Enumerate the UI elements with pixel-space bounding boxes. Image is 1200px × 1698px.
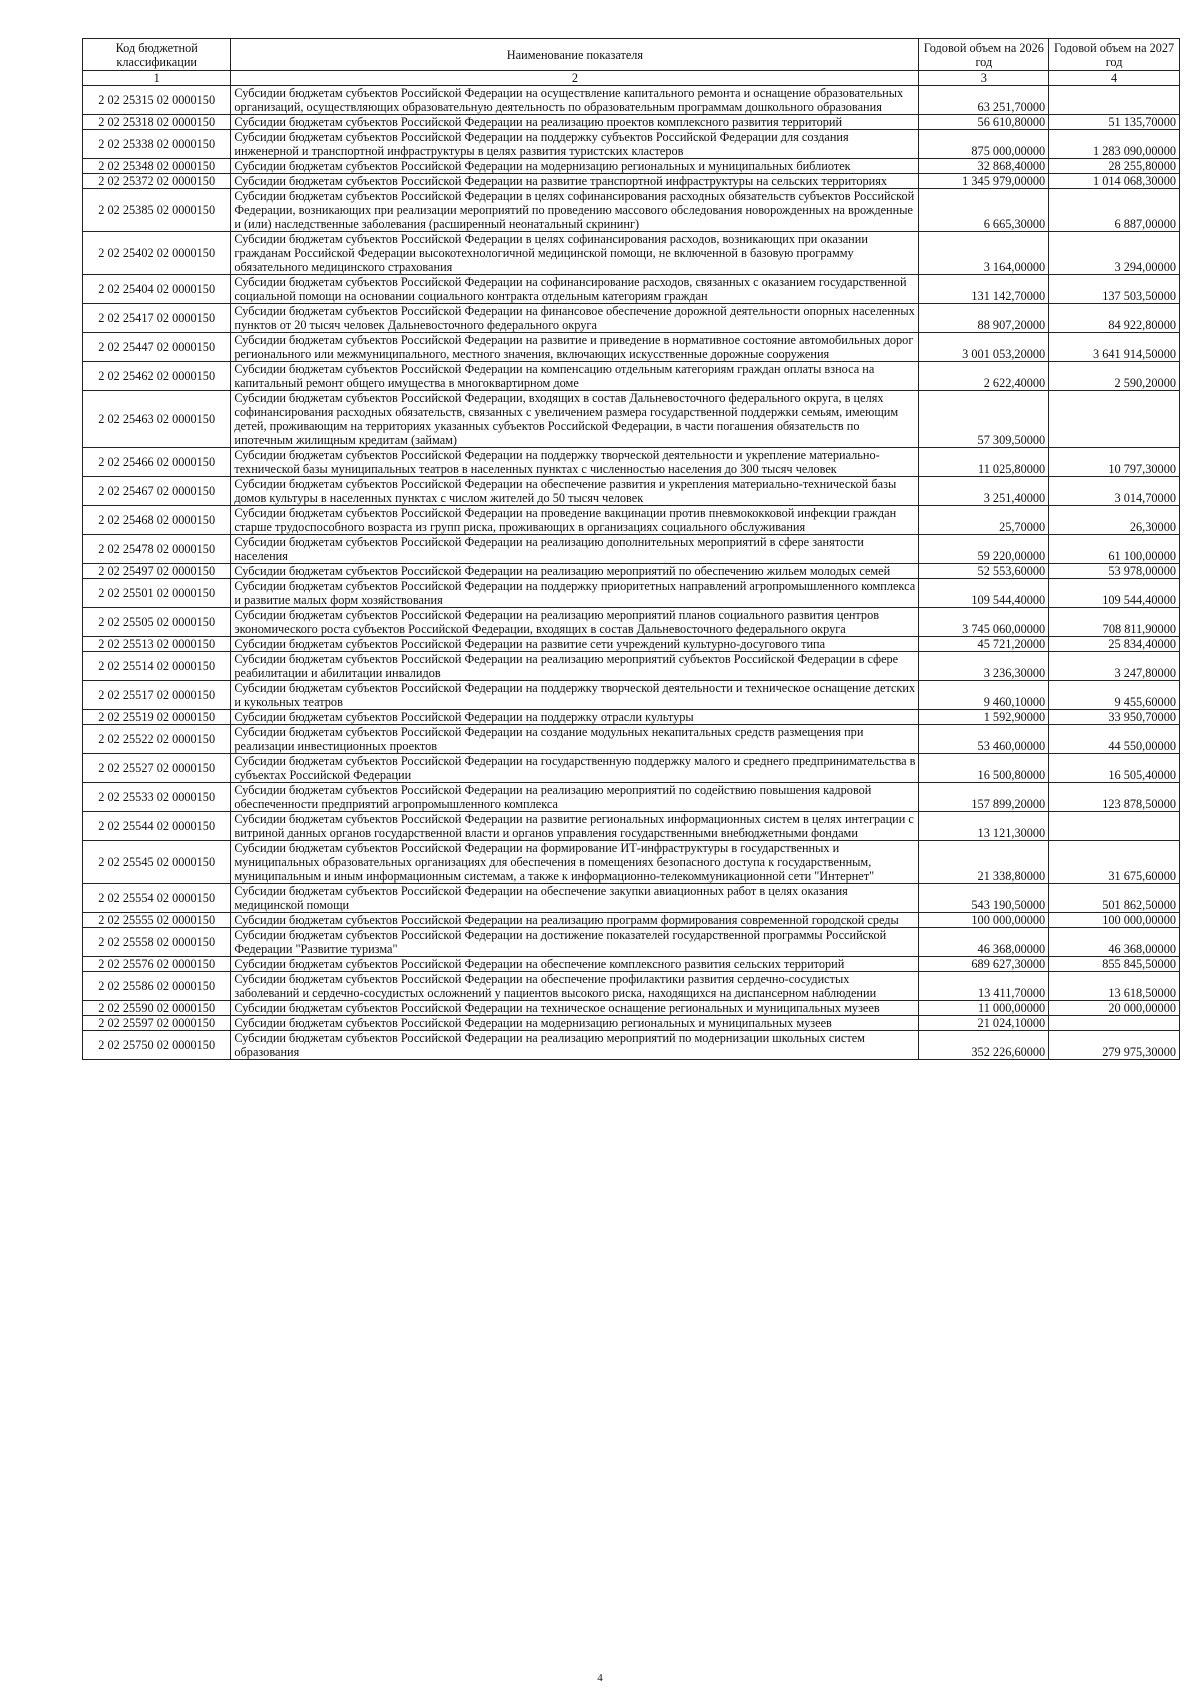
amount-2027-cell: 3 247,80000	[1049, 652, 1180, 681]
amount-2027-cell: 100 000,00000	[1049, 913, 1180, 928]
budget-code-cell: 2 02 25466 02 0000150	[83, 448, 231, 477]
amount-2026-cell: 13 411,70000	[919, 972, 1049, 1001]
amount-2026-cell: 109 544,40000	[919, 579, 1049, 608]
header-name: Наименование показателя	[231, 39, 919, 71]
table-row	[83, 1016, 1180, 1031]
budget-code-cell: 2 02 25468 02 0000150	[83, 506, 231, 535]
table-body	[83, 86, 1180, 1060]
table-row	[83, 1031, 1180, 1060]
amount-2026-cell: 1 345 979,00000	[919, 174, 1049, 189]
indicator-name-cell: Субсидии бюджетам субъектов Российской Федерации на развитие региональных информационных систем в целях интеграции с витриной данных органов государственной власти и органов управления государственными внебюджетными фондами	[231, 812, 919, 841]
amount-2027-cell: 6 887,00000	[1049, 189, 1180, 232]
table-row	[83, 754, 1180, 783]
amount-2026-cell: 689 627,30000	[919, 957, 1049, 972]
amount-2026-cell: 46 368,00000	[919, 928, 1049, 957]
amount-2027-cell: 3 014,70000	[1049, 477, 1180, 506]
table-row	[83, 579, 1180, 608]
indicator-name-cell: Субсидии бюджетам субъектов Российской Федерации на техническое оснащение региональных и муниципальных музеев	[231, 1001, 919, 1016]
indicator-name-cell: Субсидии бюджетам субъектов Российской Федерации на реализацию мероприятий по модернизации школьных систем образования	[231, 1031, 919, 1060]
budget-code-cell: 2 02 25478 02 0000150	[83, 535, 231, 564]
column-number: 4	[1049, 71, 1180, 86]
header-code: Код бюджетной классификации	[83, 39, 231, 71]
indicator-name-cell: Субсидии бюджетам субъектов Российской Федерации на реализацию дополнительных мероприятий в сфере занятости населения	[231, 535, 919, 564]
table-row	[83, 448, 1180, 477]
amount-2026-cell: 6 665,30000	[919, 189, 1049, 232]
indicator-name-cell: Субсидии бюджетам субъектов Российской Федерации на развитие сети учреждений культурно-досугового типа	[231, 637, 919, 652]
indicator-name-cell: Субсидии бюджетам субъектов Российской Федерации на обеспечение закупки авиационных работ в целях оказания медицинской помощи	[231, 884, 919, 913]
amount-2027-cell: 26,30000	[1049, 506, 1180, 535]
amount-2027-cell	[1049, 812, 1180, 841]
budget-code-cell: 2 02 25554 02 0000150	[83, 884, 231, 913]
indicator-name-cell: Субсидии бюджетам субъектов Российской Федерации в целях софинансирования расходов, возникающих при оказании гражданам Российской Федерации высокотехнологичной медицинской помощи, не включенной в базовую программу обязательного медицинского страхования	[231, 232, 919, 275]
amount-2027-cell: 2 590,20000	[1049, 362, 1180, 391]
budget-code-cell: 2 02 25505 02 0000150	[83, 608, 231, 637]
budget-code-cell: 2 02 25404 02 0000150	[83, 275, 231, 304]
amount-2027-cell: 9 455,60000	[1049, 681, 1180, 710]
table-row	[83, 159, 1180, 174]
amount-2027-cell: 855 845,50000	[1049, 957, 1180, 972]
amount-2026-cell: 11 000,00000	[919, 1001, 1049, 1016]
budget-code-cell: 2 02 25558 02 0000150	[83, 928, 231, 957]
header-row	[83, 39, 1180, 71]
amount-2026-cell: 21 338,80000	[919, 841, 1049, 884]
budget-code-cell: 2 02 25545 02 0000150	[83, 841, 231, 884]
budget-code-cell: 2 02 25586 02 0000150	[83, 972, 231, 1001]
amount-2027-cell: 3 641 914,50000	[1049, 333, 1180, 362]
indicator-name-cell: Субсидии бюджетам субъектов Российской Федерации на поддержку творческой деятельности и техническое оснащение детских и кукольных театров	[231, 681, 919, 710]
table-row	[83, 928, 1180, 957]
indicator-name-cell: Субсидии бюджетам субъектов Российской Федерации на реализацию проектов комплексного развития территорий	[231, 115, 919, 130]
amount-2027-cell: 279 975,30000	[1049, 1031, 1180, 1060]
budget-code-cell: 2 02 25402 02 0000150	[83, 232, 231, 275]
amount-2026-cell: 16 500,80000	[919, 754, 1049, 783]
budget-code-cell: 2 02 25519 02 0000150	[83, 710, 231, 725]
amount-2026-cell: 9 460,10000	[919, 681, 1049, 710]
amount-2026-cell: 21 024,10000	[919, 1016, 1049, 1031]
budget-code-cell: 2 02 25527 02 0000150	[83, 754, 231, 783]
indicator-name-cell: Субсидии бюджетам субъектов Российской Федерации на реализацию мероприятий субъектов Российской Федерации в сфере реабилитации и абилитации инвалидов	[231, 652, 919, 681]
budget-code-cell: 2 02 25462 02 0000150	[83, 362, 231, 391]
amount-2026-cell: 3 236,30000	[919, 652, 1049, 681]
column-number: 3	[919, 71, 1049, 86]
indicator-name-cell: Субсидии бюджетам субъектов Российской Федерации на обеспечение профилактики развития сердечно-сосудистых заболеваний и сердечно-сосудистых осложнений у пациентов высокого риска, находящихся на диспансерном наблюдении	[231, 972, 919, 1001]
table-row	[83, 710, 1180, 725]
amount-2026-cell: 11 025,80000	[919, 448, 1049, 477]
indicator-name-cell: Субсидии бюджетам субъектов Российской Федерации на реализацию программ формирования современной городской среды	[231, 913, 919, 928]
indicator-name-cell: Субсидии бюджетам субъектов Российской Федерации на реализацию мероприятий по обеспечению жильем молодых семей	[231, 564, 919, 579]
header-2026: Годовой объем на 2026 год	[919, 39, 1049, 71]
table-row	[83, 957, 1180, 972]
amount-2027-cell: 25 834,40000	[1049, 637, 1180, 652]
amount-2026-cell: 100 000,00000	[919, 913, 1049, 928]
amount-2026-cell: 1 592,90000	[919, 710, 1049, 725]
header-2027: Годовой объем на 2027 год	[1049, 39, 1180, 71]
indicator-name-cell: Субсидии бюджетам субъектов Российской Федерации на формирование ИТ-инфраструктуры в государственных и муниципальных образовательных организациях для обеспечения в помещениях безопасного доступа к государственным, муниципальным и иным информационным системам, а также к информационно-телекоммуникационной сети "Интернет"	[231, 841, 919, 884]
column-number-row	[83, 71, 1180, 86]
table-row	[83, 841, 1180, 884]
budget-code-cell: 2 02 25497 02 0000150	[83, 564, 231, 579]
amount-2026-cell: 131 142,70000	[919, 275, 1049, 304]
indicator-name-cell: Субсидии бюджетам субъектов Российской Федерации на финансовое обеспечение дорожной деятельности опорных населенных пунктов от 20 тысяч человек Дальневосточного федерального округа	[231, 304, 919, 333]
amount-2027-cell: 44 550,00000	[1049, 725, 1180, 754]
indicator-name-cell: Субсидии бюджетам субъектов Российской Федерации на модернизацию региональных и муниципальных библиотек	[231, 159, 919, 174]
indicator-name-cell: Субсидии бюджетам субъектов Российской Федерации на поддержку приоритетных направлений агропромышленного комплекса и развитие малых форм хозяйствования	[231, 579, 919, 608]
amount-2027-cell: 33 950,70000	[1049, 710, 1180, 725]
amount-2027-cell: 46 368,00000	[1049, 928, 1180, 957]
amount-2026-cell: 543 190,50000	[919, 884, 1049, 913]
budget-code-cell: 2 02 25417 02 0000150	[83, 304, 231, 333]
budget-code-cell: 2 02 25597 02 0000150	[83, 1016, 231, 1031]
amount-2027-cell: 13 618,50000	[1049, 972, 1180, 1001]
table-row	[83, 637, 1180, 652]
amount-2027-cell: 1 014 068,30000	[1049, 174, 1180, 189]
table-row	[83, 608, 1180, 637]
table-row	[83, 812, 1180, 841]
amount-2026-cell: 3 001 053,20000	[919, 333, 1049, 362]
table-row	[83, 115, 1180, 130]
amount-2026-cell: 13 121,30000	[919, 812, 1049, 841]
amount-2026-cell: 157 899,20000	[919, 783, 1049, 812]
budget-code-cell: 2 02 25590 02 0000150	[83, 1001, 231, 1016]
budget-code-cell: 2 02 25372 02 0000150	[83, 174, 231, 189]
amount-2026-cell: 56 610,80000	[919, 115, 1049, 130]
amount-2026-cell: 25,70000	[919, 506, 1049, 535]
amount-2026-cell: 352 226,60000	[919, 1031, 1049, 1060]
budget-code-cell: 2 02 25544 02 0000150	[83, 812, 231, 841]
table-row	[83, 333, 1180, 362]
column-number: 1	[83, 71, 231, 86]
amount-2027-cell: 28 255,80000	[1049, 159, 1180, 174]
amount-2026-cell: 32 868,40000	[919, 159, 1049, 174]
table-row	[83, 86, 1180, 115]
budget-code-cell: 2 02 25385 02 0000150	[83, 189, 231, 232]
budget-code-cell: 2 02 25522 02 0000150	[83, 725, 231, 754]
budget-code-cell: 2 02 25750 02 0000150	[83, 1031, 231, 1060]
amount-2027-cell: 51 135,70000	[1049, 115, 1180, 130]
amount-2026-cell: 59 220,00000	[919, 535, 1049, 564]
indicator-name-cell: Субсидии бюджетам субъектов Российской Федерации на проведение вакцинации против пневмококковой инфекции граждан старше трудоспособного возраста из групп риска, проживающих в организациях социального обслуживания	[231, 506, 919, 535]
table-row	[83, 174, 1180, 189]
budget-code-cell: 2 02 25514 02 0000150	[83, 652, 231, 681]
table-row	[83, 391, 1180, 448]
amount-2027-cell: 53 978,00000	[1049, 564, 1180, 579]
indicator-name-cell: Субсидии бюджетам субъектов Российской Федерации на создание модульных некапитальных средств размещения при реализации инвестиционных проектов	[231, 725, 919, 754]
indicator-name-cell: Субсидии бюджетам субъектов Российской Федерации на развитие транспортной инфраструктуры на сельских территориях	[231, 174, 919, 189]
amount-2026-cell: 2 622,40000	[919, 362, 1049, 391]
table-row	[83, 884, 1180, 913]
budget-code-cell: 2 02 25533 02 0000150	[83, 783, 231, 812]
budget-code-cell: 2 02 25348 02 0000150	[83, 159, 231, 174]
indicator-name-cell: Субсидии бюджетам субъектов Российской Федерации на развитие и приведение в нормативное состояние автомобильных дорог регионального или межмуниципального, местного значения, включающих искусственные дорожные сооружения	[231, 333, 919, 362]
indicator-name-cell: Субсидии бюджетам субъектов Российской Федерации на реализацию мероприятий по содействию повышения кадровой обеспеченности предприятий агропромышленного комплекса	[231, 783, 919, 812]
table-row	[83, 232, 1180, 275]
amount-2026-cell: 57 309,50000	[919, 391, 1049, 448]
indicator-name-cell: Субсидии бюджетам субъектов Российской Федерации на реализацию мероприятий планов социального развития центров экономического роста субъектов Российской Федерации, входящих в состав Дальневосточного федерального округа	[231, 608, 919, 637]
amount-2027-cell: 61 100,00000	[1049, 535, 1180, 564]
amount-2026-cell: 3 164,00000	[919, 232, 1049, 275]
amount-2026-cell: 53 460,00000	[919, 725, 1049, 754]
indicator-name-cell: Субсидии бюджетам субъектов Российской Федерации на компенсацию отдельным категориям граждан оплаты взноса на капитальный ремонт общего имущества в многоквартирном доме	[231, 362, 919, 391]
table-row	[83, 783, 1180, 812]
table-row	[83, 130, 1180, 159]
table-row	[83, 1001, 1180, 1016]
indicator-name-cell: Субсидии бюджетам субъектов Российской Федерации на обеспечение развития и укрепления материально-технической базы домов культуры в населенных пунктах с числом жителей до 50 тысяч человек	[231, 477, 919, 506]
indicator-name-cell: Субсидии бюджетам субъектов Российской Федерации в целях софинансирования расходных обязательств субъектов Российской Федерации, возникающих при реализации мероприятий по проведению массового обследования новорожденных на врожденные и (или) наследственные заболевания (расширенный неонатальный скрининг)	[231, 189, 919, 232]
amount-2026-cell: 3 745 060,00000	[919, 608, 1049, 637]
budget-code-cell: 2 02 25517 02 0000150	[83, 681, 231, 710]
amount-2027-cell: 16 505,40000	[1049, 754, 1180, 783]
table-row	[83, 652, 1180, 681]
indicator-name-cell: Субсидии бюджетам субъектов Российской Федерации на модернизацию региональных и муниципальных музеев	[231, 1016, 919, 1031]
amount-2027-cell: 31 675,60000	[1049, 841, 1180, 884]
amount-2027-cell: 109 544,40000	[1049, 579, 1180, 608]
amount-2026-cell: 875 000,00000	[919, 130, 1049, 159]
budget-code-cell: 2 02 25501 02 0000150	[83, 579, 231, 608]
amount-2026-cell: 63 251,70000	[919, 86, 1049, 115]
amount-2027-cell: 137 503,50000	[1049, 275, 1180, 304]
budget-code-cell: 2 02 25338 02 0000150	[83, 130, 231, 159]
table-row	[83, 506, 1180, 535]
budget-code-cell: 2 02 25467 02 0000150	[83, 477, 231, 506]
indicator-name-cell: Субсидии бюджетам субъектов Российской Федерации на обеспечение комплексного развития сельских территорий	[231, 957, 919, 972]
indicator-name-cell: Субсидии бюджетам субъектов Российской Федерации на государственную поддержку малого и среднего предпринимательства в субъектах Российской Федерации	[231, 754, 919, 783]
budget-code-cell: 2 02 25318 02 0000150	[83, 115, 231, 130]
column-number: 2	[231, 71, 919, 86]
amount-2026-cell: 88 907,20000	[919, 304, 1049, 333]
indicator-name-cell: Субсидии бюджетам субъектов Российской Федерации на поддержку отрасли культуры	[231, 710, 919, 725]
amount-2027-cell: 123 878,50000	[1049, 783, 1180, 812]
indicator-name-cell: Субсидии бюджетам субъектов Российской Федерации на поддержку творческой деятельности и укрепление материально-технической базы муниципальных театров в населенных пунктах с численностью населения до 300 тысяч человек	[231, 448, 919, 477]
table-row	[83, 189, 1180, 232]
budget-code-cell: 2 02 25513 02 0000150	[83, 637, 231, 652]
amount-2026-cell: 3 251,40000	[919, 477, 1049, 506]
indicator-name-cell: Субсидии бюджетам субъектов Российской Федерации на поддержку субъектов Российской Федерации для создания инженерной и транспортной инфраструктуры в целях развития туристских кластеров	[231, 130, 919, 159]
amount-2027-cell: 84 922,80000	[1049, 304, 1180, 333]
table-row	[83, 972, 1180, 1001]
amount-2027-cell	[1049, 391, 1180, 448]
budget-code-cell: 2 02 25463 02 0000150	[83, 391, 231, 448]
table-row	[83, 362, 1180, 391]
table-row	[83, 564, 1180, 579]
table-row	[83, 725, 1180, 754]
amount-2027-cell: 1 283 090,00000	[1049, 130, 1180, 159]
budget-code-cell: 2 02 25555 02 0000150	[83, 913, 231, 928]
indicator-name-cell: Субсидии бюджетам субъектов Российской Федерации на осуществление капитального ремонта и оснащение образовательных организаций, осуществляющих образовательную деятельность по образовательным программам дошкольного образования	[231, 86, 919, 115]
table-row	[83, 275, 1180, 304]
table-row	[83, 304, 1180, 333]
indicator-name-cell: Субсидии бюджетам субъектов Российской Федерации на достижение показателей государственной программы Российской Федерации "Развитие туризма"	[231, 928, 919, 957]
table-row	[83, 681, 1180, 710]
indicator-name-cell: Субсидии бюджетам субъектов Российской Федерации на софинансирование расходов, связанных с оказанием государственной социальной помощи на основании социального контракта отдельным категориям граждан	[231, 275, 919, 304]
amount-2027-cell: 20 000,00000	[1049, 1001, 1180, 1016]
page-number: 4	[597, 1672, 603, 1684]
budget-code-cell: 2 02 25576 02 0000150	[83, 957, 231, 972]
amount-2027-cell: 10 797,30000	[1049, 448, 1180, 477]
table-row	[83, 913, 1180, 928]
table-row	[83, 477, 1180, 506]
amount-2026-cell: 45 721,20000	[919, 637, 1049, 652]
amount-2027-cell	[1049, 1016, 1180, 1031]
amount-2026-cell: 52 553,60000	[919, 564, 1049, 579]
amount-2027-cell: 3 294,00000	[1049, 232, 1180, 275]
amount-2027-cell	[1049, 86, 1180, 115]
budget-code-cell: 2 02 25315 02 0000150	[83, 86, 231, 115]
amount-2027-cell: 708 811,90000	[1049, 608, 1180, 637]
amount-2027-cell: 501 862,50000	[1049, 884, 1180, 913]
table-row	[83, 535, 1180, 564]
budget-table	[82, 38, 1180, 1060]
budget-code-cell: 2 02 25447 02 0000150	[83, 333, 231, 362]
indicator-name-cell: Субсидии бюджетам субъектов Российской Федерации, входящих в состав Дальневосточного федерального округа, в целях софинансирования расходных обязательств, связанных с увеличением размера государственной поддержки семьям, имеющим детей, проживающим на территориях указанных субъектов Российской Федерации, в части погашения обязательств по ипотечным жилищным кредитам (займам)	[231, 391, 919, 448]
